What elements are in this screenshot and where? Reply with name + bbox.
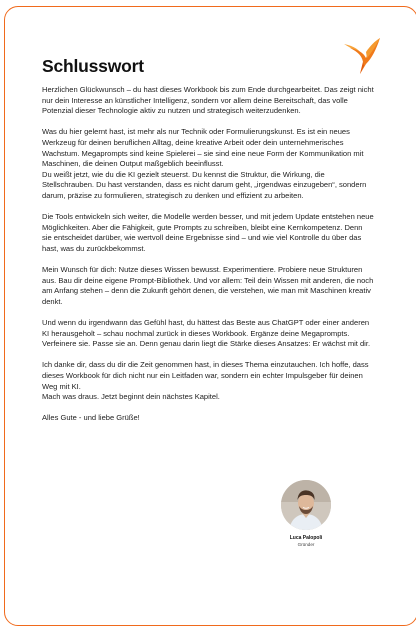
avatar [281,480,331,530]
bird-logo-icon [342,36,382,76]
paragraph-closing: Alles Gute - und liebe Grüße! [42,413,140,423]
author-name: Luca Palopoli [289,535,323,541]
paragraph-thanks: Ich danke dir, dass du dir die Zeit genommen hast, in dieses Thema einzutauchen. Ich hoffe, dass dieses Workbook für dich nicht nur ein Leitfaden war, sondern ein echter Impulsgeber für deinen Weg mit KI. [42,360,369,391]
body-text [42,85,374,435]
page-title: Schlusswort [42,56,144,76]
author-block [276,480,336,547]
paragraph-control: Du weißt jetzt, wie du die KI gezielt steuerst. Du kennst die Struktur, die Wirkung, die Stellschrauben. Du hast verstanden, dass es nicht darum geht, „irgendwas einzugeben“, sondern darum, präzise zu formulieren, strategisch zu denken und effizient zu arbeiten. [42,169,367,200]
author-role: Gründer [297,542,315,547]
paragraph-learned: Was du hier gelernt hast, ist mehr als nur Technik oder Formulierungskunst. Es ist ein neues Werkzeug für deinen beruflichen Alltag, deine kreative Arbeit oder dein unternehmerisches Wachstum. Megaprompts sind keine Spielerei – sie sind eine neue Form der Kommunikation mit Maschinen, die deinen Output maßgeblich beeinflusst. [42,127,364,169]
paragraph-wish: Mein Wunsch für dich: Nutze dieses Wissen bewusst. Experimentiere. Probiere neue Strukturen aus. Bau dir deine eigene Prompt-Bibliothek. Und vor allem: Teil dein Wissen mit anderen, die noch am Anfang stehen – denn die Zukunft gehört denen, die verstehen, wie man mit Maschinen kreativ denkt. [42,265,374,306]
paragraph-tools: Die Tools entwickeln sich weiter, die Modelle werden besser, und mit jedem Update entstehen neue Möglichkeiten. Aber die Fähigkeit, gute Prompts zu schreiben, bleibt eine Kernkompetenz. Denn sie entscheidet darüber, wie wertvoll deine Ergebnisse sind – und wie viel Kontrolle du über das hast, was du zurückbekommst. [42,212,374,253]
paragraph-intro: Herzlichen Glückwunsch – du hast dieses Workbook bis zum Ende durchgearbeitet. Das zeigt nicht nur dein Interesse an künstlicher Intelligenz, sondern vor allem deine Bereitschaft, das volle Potenzial dieser Technologie aktiv zu nutzen und strategisch weiterzudenken. [42,85,374,116]
paragraph-next-chapter: Mach was draus. Jetzt beginnt dein nächstes Kapitel. [42,392,220,402]
paragraph-revisit: Und wenn du irgendwann das Gefühl hast, du hättest das Beste aus ChatGPT oder einer anderen KI herausgeholt – schau nochmal zurück in dieses Workbook. Ergänze deine Megaprompts. Verfeinere sie. Passe sie an. Denn genau darin liegt die Stärke dieses Ansatzes: Er wächst mit dir. [42,318,371,349]
